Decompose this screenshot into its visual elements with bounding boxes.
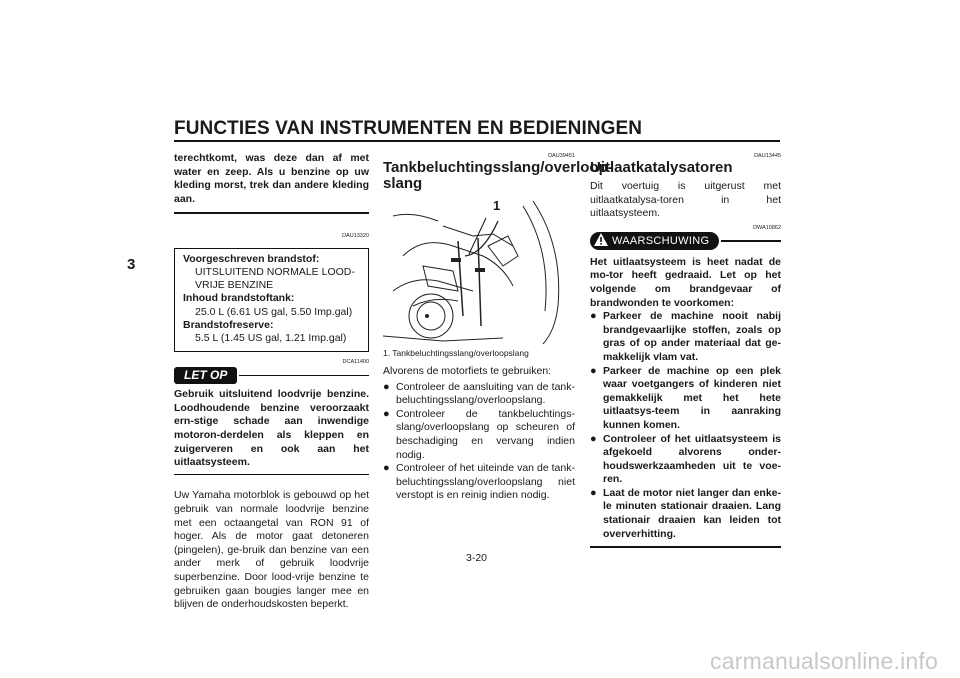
watermark: carmanualsonline.info [710,648,938,674]
spec-value: 5.5 L (1.45 US gal, 1.21 Imp.gal) [195,332,347,345]
bullet-icon: ● [383,462,390,475]
reference-code: DAU13445 [754,153,781,159]
list-item: ● Controleer of het uiteinde van de tank-beluchtingsslang/overloopslang niet verstopt is en reinig indien nodig. [383,462,575,502]
bullet-icon: ● [590,486,597,499]
title-rule [174,140,780,142]
spec-term: Inhoud brandstoftank: [183,292,295,305]
bullet-icon: ● [383,407,390,420]
section-rule [174,474,369,476]
reference-code: DCA11400 [342,359,369,366]
warning-label: WAARSCHUWING [612,234,710,247]
body-paragraph: Dit voertuig is uitgerust met uitlaatkatalysa-toren in het uitlaatsysteem. [590,180,781,220]
list-item: ● Laat de motor niet langer dan enke-le minuten stationair draaien. Lang stationair draaien kan leiden tot oververhitting. [590,486,781,540]
column-middle [383,152,613,503]
section-rule [174,212,369,214]
section-rule [590,546,781,548]
body-paragraph: Alvorens de motorfiets te gebruiken: [383,365,552,377]
callout-number: 1 [493,198,501,213]
section-heading: Uitlaatkatalysatoren [590,159,733,176]
motorcycle-line-drawing [383,196,568,346]
column-left [174,152,369,612]
warning-rule [721,240,781,242]
list-item: ● Controleer de aansluiting van de tank-beluchtingsslang/overloopslang. [383,380,575,407]
reference-code: DAU13320 [342,232,369,239]
spec-value: UITSLUITEND NORMALE LOOD-VRIJE BENZINE [195,266,355,292]
page-title: FUNCTIES VAN INSTRUMENTEN EN BEDIENINGEN [174,118,643,139]
caution-badge: LET OP [174,367,237,384]
fuel-spec-box [174,248,369,352]
warning-header [590,232,781,250]
breather-hose-illustration [383,196,568,346]
reference-code: DWA10862 [753,224,781,231]
bullet-icon: ● [383,380,390,393]
body-paragraph: Uw Yamaha motorblok is gebouwd op het gebruik van normale loodvrije benzine met een octaangetal van RON 91 of hoger. Als de motor gaat detoneren (pingelen), ge-bruik dan benzine van een ander merk of gebruik loodvrije superbenzine. Door lood-vrije benzine te gebruiken gaan bougies langer mee en blijven de onderhoudskosten beperkt. [174,489,369,611]
section-heading: Tankbeluchtingsslang/overloop-slang [383,159,613,192]
bullet-icon: ● [590,310,597,323]
reference-code: DAU39451 [548,153,575,159]
page-number: 3-20 [466,552,488,564]
warning-intro: Het uitlaatsysteem is heet nadat de mo-tor heeft gedraaid. Let op het volgende om brandgevaar of brandwonden te voorkomen: [590,255,781,309]
list-item: ● Parkeer de machine nooit nabij brandgevaarlijke stoffen, zoals op gras of op ander materiaal dat ge-makkelijk vlam vat. [590,310,781,363]
list-item: ● Parkeer de machine op een plek waar voetgangers of kinderen niet gemakkelijk met het hete uitlaatsys-teem in aanraking kunnen komen. [590,364,781,431]
figure-caption: 1. Tankbeluchtingsslang/overloopslang [383,348,529,358]
intro-paragraph: terechtkomt, was deze dan af met water en zeep. Als u benzine op uw kleding morst, trek dan andere kleding aan. [174,152,369,205]
chapter-tab: 3 [127,256,136,273]
warning-badge [590,232,719,250]
caution-header [174,366,369,384]
bullet-icon: ● [590,364,597,377]
column-right [590,152,781,548]
spec-value: 25.0 L (6.61 US gal, 5.50 Imp.gal) [195,305,353,318]
list-item: ● Controleer of het uitlaatsysteem is afgekoeld alvorens onder-houdswerkzaamheden uit te voe-ren. [590,432,781,486]
spec-term: Voorgeschreven brandstof: [183,252,320,265]
spec-term: Brandstofreserve: [183,318,274,331]
bullet-icon: ● [590,432,597,445]
caution-text: Gebruik uitsluitend loodvrije benzine. Loodhoudende benzine veroorzaakt ern-stige schade aan inwendige motoron-derdelen als kleppen en zuigerveren en ook aan het uitlaatsysteem. [174,388,369,469]
list-item: ● Controleer de tankbeluchtings-slang/overloopslang op scheuren of beschadiging en vervang indien nodig. [383,407,575,461]
caution-rule [239,375,369,377]
